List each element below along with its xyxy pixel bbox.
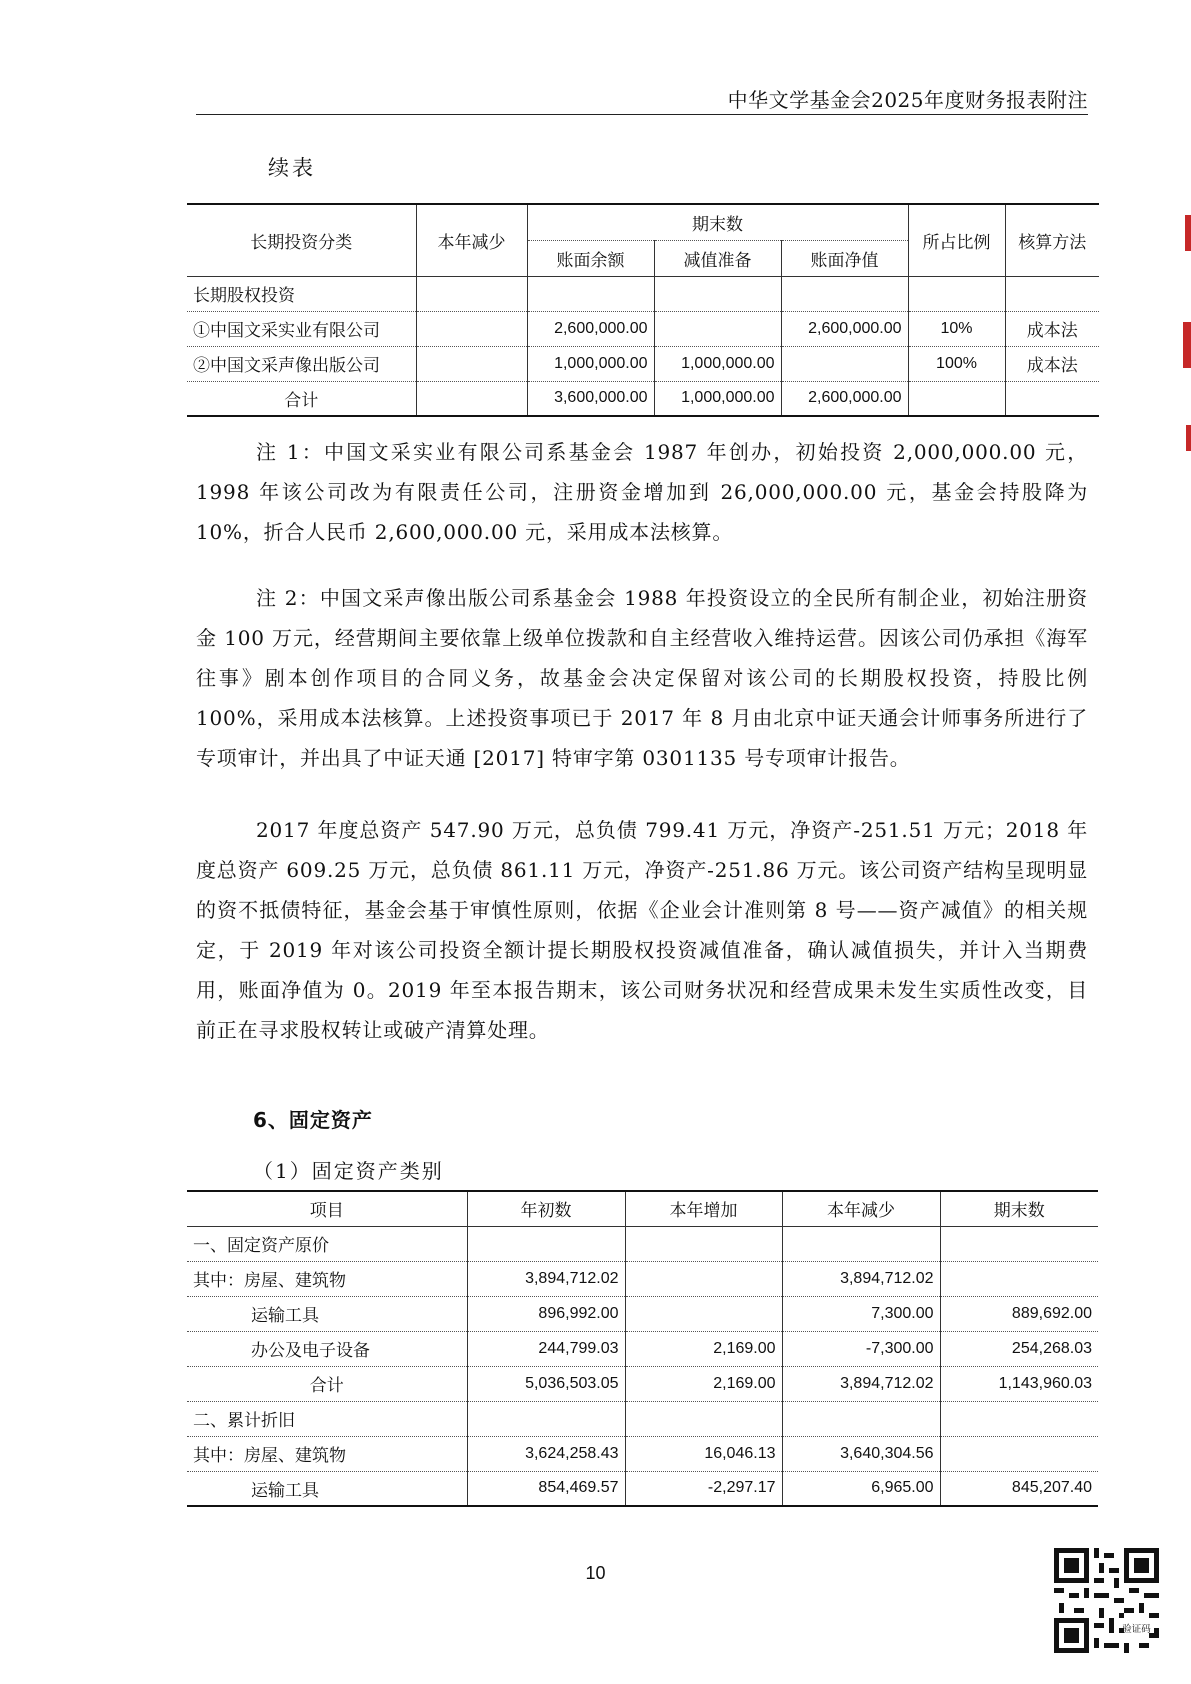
- row-item: 一、固定资产原价: [187, 1226, 467, 1261]
- decrease-cell: 7,300.00: [782, 1296, 940, 1331]
- header-decrease: 本年减少: [782, 1191, 940, 1226]
- table-row: [187, 1296, 1098, 1331]
- table-row: [187, 276, 1099, 311]
- header-title: 中华文学基金会2025年度财务报表附注: [727, 88, 1088, 112]
- long-term-investment-table: [187, 203, 1099, 417]
- decrease-cell: 3,894,712.02: [782, 1366, 940, 1401]
- closing-cell: [940, 1261, 1098, 1296]
- total-row: [187, 381, 1099, 416]
- opening-cell: 3,894,712.02: [467, 1261, 625, 1296]
- stamp-fragment-2: [1183, 322, 1191, 368]
- header-book-balance: 账面余额: [527, 240, 654, 276]
- closing-cell: 1,143,960.03: [940, 1366, 1098, 1401]
- increase-cell: 2,169.00: [625, 1366, 782, 1401]
- header-item: 项目: [187, 1191, 467, 1226]
- section-title: 6、固定资产: [253, 1108, 373, 1132]
- method-cell: 成本法: [1005, 346, 1099, 381]
- table-row: [187, 1261, 1098, 1296]
- section-label: 长期股权投资: [187, 276, 416, 311]
- total-impairment: 1,000,000.00: [654, 381, 781, 416]
- table-row: [187, 311, 1099, 346]
- closing-cell: 254,268.03: [940, 1331, 1098, 1366]
- table-row: [187, 1471, 1098, 1506]
- increase-cell: 16,046.13: [625, 1436, 782, 1471]
- header-impairment: 减值准备: [654, 240, 781, 276]
- header-opening: 年初数: [467, 1191, 625, 1226]
- subsection-title: （1）固定资产类别: [253, 1159, 444, 1183]
- opening-cell: 896,992.00: [467, 1296, 625, 1331]
- header-closing: 期末数: [940, 1191, 1098, 1226]
- table-row: [187, 1226, 1098, 1261]
- ratio-cell: 10%: [908, 311, 1005, 346]
- net-value-cell: [781, 346, 908, 381]
- header-increase: 本年增加: [625, 1191, 782, 1226]
- impairment-cell: 1,000,000.00: [654, 346, 781, 381]
- closing-cell: 845,207.40: [940, 1471, 1098, 1506]
- opening-cell: 244,799.03: [467, 1331, 625, 1366]
- row-item: 合计: [187, 1366, 467, 1401]
- impairment-cell: [654, 311, 781, 346]
- opening-cell: 5,036,503.05: [467, 1366, 625, 1401]
- note-3: 2017 年度总资产 547.90 万元，总负债 799.41 万元，净资产-251.51 万元；2018 年度总资产 609.25 万元，总负债 861.11 万元，净资产-251.86 万元。该公司资产结构呈现明显的资不抵债特征，基金会基于审慎性原则，依据《企业会计准则第 8 号——资产减值》的相关规定，于 2019 年对该公司投资全额计提长期股权投资减值准备，确认减值损失，并计入当期费用，账面净值为 0。2019 年至本报告期末，该公司财务状况和经营成果未发生实质性改变，目前正在寻求股权转让或破产清算处理。: [196, 818, 1088, 1042]
- qr-label: 验证码: [1122, 1624, 1151, 1635]
- increase-cell: [625, 1261, 782, 1296]
- row-name: ②中国文采声像出版公司: [187, 346, 416, 381]
- header-period-end: 期末数: [527, 204, 908, 240]
- decrease-cell: 3,640,304.56: [782, 1436, 940, 1471]
- header-method: 核算方法: [1005, 204, 1099, 276]
- row-name: ①中国文采实业有限公司: [187, 311, 416, 346]
- stamp-fragment-3: [1186, 425, 1191, 451]
- ratio-cell: 100%: [908, 346, 1005, 381]
- note-1: 注 1：中国文采实业有限公司系基金会 1987 年创办，初始投资 2,000,000.00 元，1998 年该公司改为有限责任公司，注册资金增加到 26,000,000.00 元，基金会持股降为 10%，折合人民币 2,600,000.00 元，采用成本法核算。: [196, 440, 1088, 544]
- table-row: [187, 346, 1099, 381]
- header-row: [187, 1191, 1098, 1226]
- table-row: [187, 1331, 1098, 1366]
- opening-cell: 854,469.57: [467, 1471, 625, 1506]
- note-2: 注 2：中国文采声像出版公司系基金会 1988 年投资设立的全民所有制企业，初始注册资金 100 万元，经营期间主要依靠上级单位拨款和自主经营收入维持运营。因该公司仍承担《海军往事》剧本创作项目的合同义务，故基金会决定保留对该公司的长期股权投资，持股比例 100%，采用成本法核算。上述投资事项已于 2017 年 8 月由北京中证天通会计师事务所进行了专项审计，并出具了中证天通 [2017] 特审字第 0301135 号专项审计报告。: [196, 586, 1088, 770]
- closing-cell: [940, 1436, 1098, 1471]
- row-item: 运输工具: [187, 1296, 467, 1331]
- header-decrease: 本年减少: [416, 204, 527, 276]
- header-ratio: 所占比例: [908, 204, 1005, 276]
- book-balance-cell: 1,000,000.00: [527, 346, 654, 381]
- book-balance-cell: 2,600,000.00: [527, 311, 654, 346]
- row-item: 其中：房屋、建筑物: [187, 1436, 467, 1471]
- table-row: [187, 1401, 1098, 1436]
- row-item: 运输工具: [187, 1471, 467, 1506]
- increase-cell: [625, 1296, 782, 1331]
- decrease-cell: -7,300.00: [782, 1331, 940, 1366]
- total-net-value: 2,600,000.00: [781, 381, 908, 416]
- row-item: 其中：房屋、建筑物: [187, 1261, 467, 1296]
- header-category: 长期投资分类: [187, 204, 416, 276]
- stamp-fragment-1: [1185, 215, 1191, 251]
- page-number: 10: [585, 1563, 606, 1583]
- total-book-balance: 3,600,000.00: [527, 381, 654, 416]
- row-item: 办公及电子设备: [187, 1331, 467, 1366]
- decrease-cell: 6,965.00: [782, 1471, 940, 1506]
- method-cell: 成本法: [1005, 311, 1099, 346]
- table-row: [187, 1436, 1098, 1471]
- row-item: 二、累计折旧: [187, 1401, 467, 1436]
- qr-code-icon: [1054, 1548, 1159, 1653]
- fixed-assets-table: [187, 1190, 1098, 1507]
- increase-cell: -2,297.17: [625, 1471, 782, 1506]
- closing-cell: 889,692.00: [940, 1296, 1098, 1331]
- continued-label: 续表: [268, 156, 316, 180]
- net-value-cell: 2,600,000.00: [781, 311, 908, 346]
- increase-cell: 2,169.00: [625, 1331, 782, 1366]
- decrease-cell: 3,894,712.02: [782, 1261, 940, 1296]
- total-row: [187, 1366, 1098, 1401]
- opening-cell: 3,624,258.43: [467, 1436, 625, 1471]
- header-net-value: 账面净值: [781, 240, 908, 276]
- page-header: [196, 82, 1088, 115]
- total-label: 合计: [187, 381, 416, 416]
